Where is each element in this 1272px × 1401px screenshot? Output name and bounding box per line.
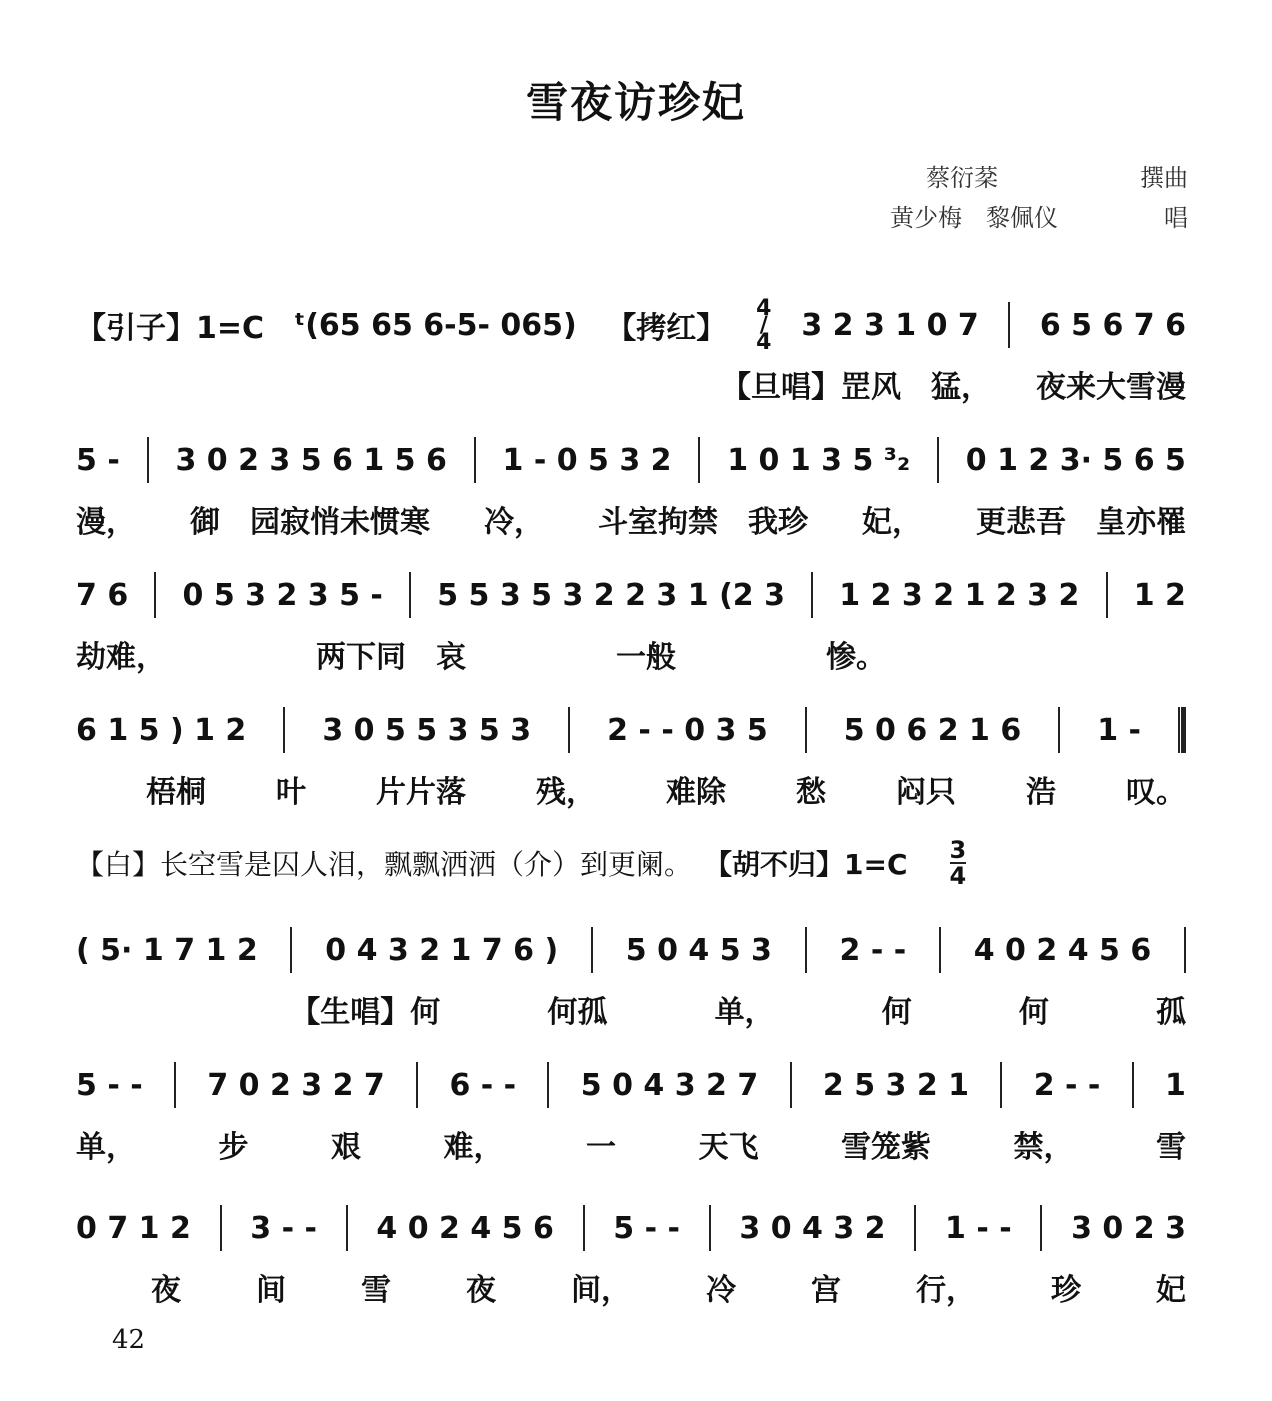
lyric: 漫， xyxy=(76,505,136,540)
lyric: 斗室拘禁 我珍 xyxy=(598,505,808,540)
note-group: ( 5· 1 7 1 2 xyxy=(76,932,258,968)
note-group: 1 2 3 2 1 2 3 2 xyxy=(839,577,1080,613)
song-title: 雪夜访珍妃 xyxy=(525,78,746,127)
note-group: 3 0 5 5 3 5 3 xyxy=(322,712,532,748)
composer-name: 蔡衍棻 xyxy=(926,164,998,192)
credit-composer xyxy=(926,158,1188,193)
bar-line xyxy=(568,707,570,753)
lyric: 一 xyxy=(586,1130,616,1165)
bar-line xyxy=(409,572,411,618)
bar-line xyxy=(811,572,813,618)
note-group: 1 - 0 5 3 2 xyxy=(502,442,672,478)
lyric: 冷， xyxy=(484,505,544,540)
bar-line xyxy=(583,1205,585,1251)
bar-line xyxy=(914,1205,916,1251)
bar-line xyxy=(790,1062,792,1108)
lyric: 片片落 xyxy=(376,775,466,810)
time-signature-bottom: 4 xyxy=(949,862,967,890)
lyric: 珍 xyxy=(1051,1273,1081,1308)
note-group: 1 xyxy=(1165,1067,1186,1103)
note-group: 1 2 xyxy=(1133,577,1186,613)
note-group: 2 5 3 2 1 xyxy=(822,1067,970,1103)
lyrics-row xyxy=(76,767,1186,811)
note-group: 4 0 2 4 5 6 xyxy=(376,1210,554,1246)
singer-names: 黄少梅 黎佩仪 xyxy=(890,204,1058,232)
score-system xyxy=(76,570,1186,676)
note-group: 6 - - xyxy=(449,1067,517,1103)
lyric: 妃， xyxy=(862,505,922,540)
bar-line xyxy=(283,707,285,753)
lyric: 艰 xyxy=(331,1130,361,1165)
lyric: 冷 xyxy=(706,1273,736,1308)
lyric: 间， xyxy=(571,1273,631,1308)
lyric: 浩 xyxy=(1026,775,1056,810)
note-group: 1 - - xyxy=(945,1210,1012,1246)
lyric: 叶 xyxy=(276,775,306,810)
score-system xyxy=(76,925,1186,1031)
tune-label: 【胡不归】1=C xyxy=(704,848,908,881)
lyric: 难除 xyxy=(666,775,726,810)
note-group: 2 - - xyxy=(839,932,907,968)
notation-row xyxy=(76,705,1186,755)
note-group: 3 0 2 3 xyxy=(1071,1210,1186,1246)
note-group: 3 - - xyxy=(250,1210,317,1246)
lyric: 禁， xyxy=(1013,1130,1074,1165)
note-group: 2 - - 0 3 5 xyxy=(607,712,768,748)
note-group: 5 5 3 5 3 2 2 3 1 (2 3 xyxy=(437,577,785,613)
lyric: 孤 xyxy=(1155,995,1186,1030)
bar-line xyxy=(1000,1062,1002,1108)
note-group: 5 - - xyxy=(613,1210,680,1246)
note-group: 2 - - xyxy=(1033,1067,1101,1103)
bar-line xyxy=(805,927,807,973)
score-system xyxy=(76,295,1186,406)
bar-line xyxy=(174,1062,176,1108)
score-system xyxy=(76,435,1186,541)
lyric: 天飞 xyxy=(698,1130,759,1165)
lyric: 何 xyxy=(1018,995,1049,1030)
notation-row xyxy=(76,295,1186,355)
lyric: 行， xyxy=(916,1273,976,1308)
note-group: 5 0 4 3 2 7 xyxy=(580,1067,759,1103)
lyric: 雪 xyxy=(361,1273,391,1308)
bar-line xyxy=(1008,302,1010,348)
spoken-line xyxy=(76,838,966,888)
lyric: 愁 xyxy=(796,775,826,810)
bar-line xyxy=(709,1205,711,1251)
bar-line xyxy=(547,1062,549,1108)
time-signature-top: 3 xyxy=(949,836,967,864)
note-group: 6 5 6 7 6 xyxy=(1039,307,1186,343)
bar-line xyxy=(416,1062,418,1108)
lyrics-row xyxy=(76,362,1186,406)
lyric: 闷只 xyxy=(896,775,956,810)
bar-line xyxy=(805,707,807,753)
lyric: 两下同 哀 xyxy=(316,640,466,675)
notation-row xyxy=(76,1203,1186,1253)
lyric: 何 xyxy=(881,995,912,1030)
note-group: 7 6 xyxy=(76,577,129,613)
lyric: 更悲吾 皇亦罹 xyxy=(976,505,1186,540)
lyrics-row xyxy=(76,987,1186,1031)
bar-line xyxy=(698,437,700,483)
notation-row xyxy=(76,570,1186,620)
lyric: 妃 xyxy=(1156,1273,1186,1308)
lyric: 雪笼紫 xyxy=(841,1130,931,1165)
note-group: 0 7 1 2 xyxy=(76,1210,191,1246)
note-group: 【引子】1=C xyxy=(76,311,265,346)
time-signature: 4/4 xyxy=(756,295,772,355)
final-bar-line xyxy=(1178,707,1186,753)
lyric: 夜 xyxy=(151,1273,181,1308)
note-group: 3 2 3 1 0 7 xyxy=(801,307,979,343)
lyric: 一般 xyxy=(616,640,676,675)
lyrics-row xyxy=(76,1122,1186,1166)
lyric: 惨。 xyxy=(826,640,886,675)
note-group: 5 - xyxy=(76,442,120,478)
lyric: 【生唱】何 xyxy=(290,995,441,1030)
composer-role: 撰曲 xyxy=(1140,164,1188,192)
credit-singers xyxy=(890,198,1188,233)
lyric: 残， xyxy=(536,775,596,810)
lyric: 夜 xyxy=(466,1273,496,1308)
note-group: 7 0 2 3 2 7 xyxy=(207,1067,385,1103)
note-group: 0 4 3 2 1 7 6 ) xyxy=(325,932,559,968)
bar-line xyxy=(1132,1062,1134,1108)
lyric: 雪 xyxy=(1156,1130,1186,1165)
bar-line xyxy=(346,1205,348,1251)
bar-line xyxy=(1058,707,1060,753)
lyric: 步 xyxy=(218,1130,249,1165)
bar-line xyxy=(220,1205,222,1251)
page-number: 42 xyxy=(112,1325,146,1355)
lyric: 单， xyxy=(714,995,775,1030)
lyric: 叹。 xyxy=(1126,775,1186,810)
lyric: 宫 xyxy=(811,1273,841,1308)
spoken-text: 【白】长空雪是囚人泪，飘飘洒洒（介）到更阑。 xyxy=(76,848,693,881)
note-group: 0 1 2 3· 5 6 5 xyxy=(965,442,1186,478)
note-group: 1 - xyxy=(1097,712,1141,748)
lyric: 难， xyxy=(443,1130,504,1165)
note-group: ᵗ(65 65 6-5- 065) xyxy=(293,307,577,343)
note-group: 5 - - xyxy=(76,1067,143,1103)
note-group: 3 0 4 3 2 xyxy=(739,1210,886,1246)
note-group: 3 0 2 3 5 6 1 5 6 xyxy=(175,442,447,478)
bar-line xyxy=(591,927,593,973)
note-group: 6 1 5 ) 1 2 xyxy=(76,712,247,748)
bar-line xyxy=(1184,927,1186,973)
note-group: 【拷红】 xyxy=(606,311,727,346)
bar-line xyxy=(154,572,156,618)
lyric: 何孤 xyxy=(547,995,608,1030)
lyric: 单， xyxy=(76,1130,136,1165)
lyrics-row xyxy=(76,632,1186,676)
bar-line xyxy=(1106,572,1108,618)
lyric: 【旦唱】罡风 猛， 夜来大雪漫 xyxy=(721,370,1186,405)
lyric: 间 xyxy=(256,1273,286,1308)
score-system xyxy=(76,1203,1186,1309)
notation-row xyxy=(76,435,1186,485)
score-system xyxy=(76,705,1186,811)
singer-role: 唱 xyxy=(1164,204,1188,232)
lyrics-row xyxy=(76,497,1186,541)
note-group: 5 0 6 2 1 6 xyxy=(843,712,1022,748)
lyric: 劫难， xyxy=(76,640,166,675)
note-group: 5 0 4 5 3 xyxy=(625,932,772,968)
score-system xyxy=(76,1060,1186,1166)
bar-line xyxy=(1040,1205,1042,1251)
bar-line xyxy=(937,437,939,483)
lyric: 梧桐 xyxy=(146,775,206,810)
note-group: 0 5 3 2 3 5 - xyxy=(182,577,383,613)
bar-line xyxy=(474,437,476,483)
time-signature xyxy=(950,838,967,888)
bar-line xyxy=(939,927,941,973)
lyric: 御 园寂悄未惯寒 xyxy=(190,505,430,540)
notation-row xyxy=(76,925,1186,975)
bar-line xyxy=(147,437,149,483)
note-group: 4 0 2 4 5 6 xyxy=(973,932,1152,968)
lyrics-row xyxy=(76,1265,1186,1309)
bar-line xyxy=(290,927,292,973)
note-group: 1 0 1 3 5 ³₂ xyxy=(727,442,911,478)
notation-row xyxy=(76,1060,1186,1110)
